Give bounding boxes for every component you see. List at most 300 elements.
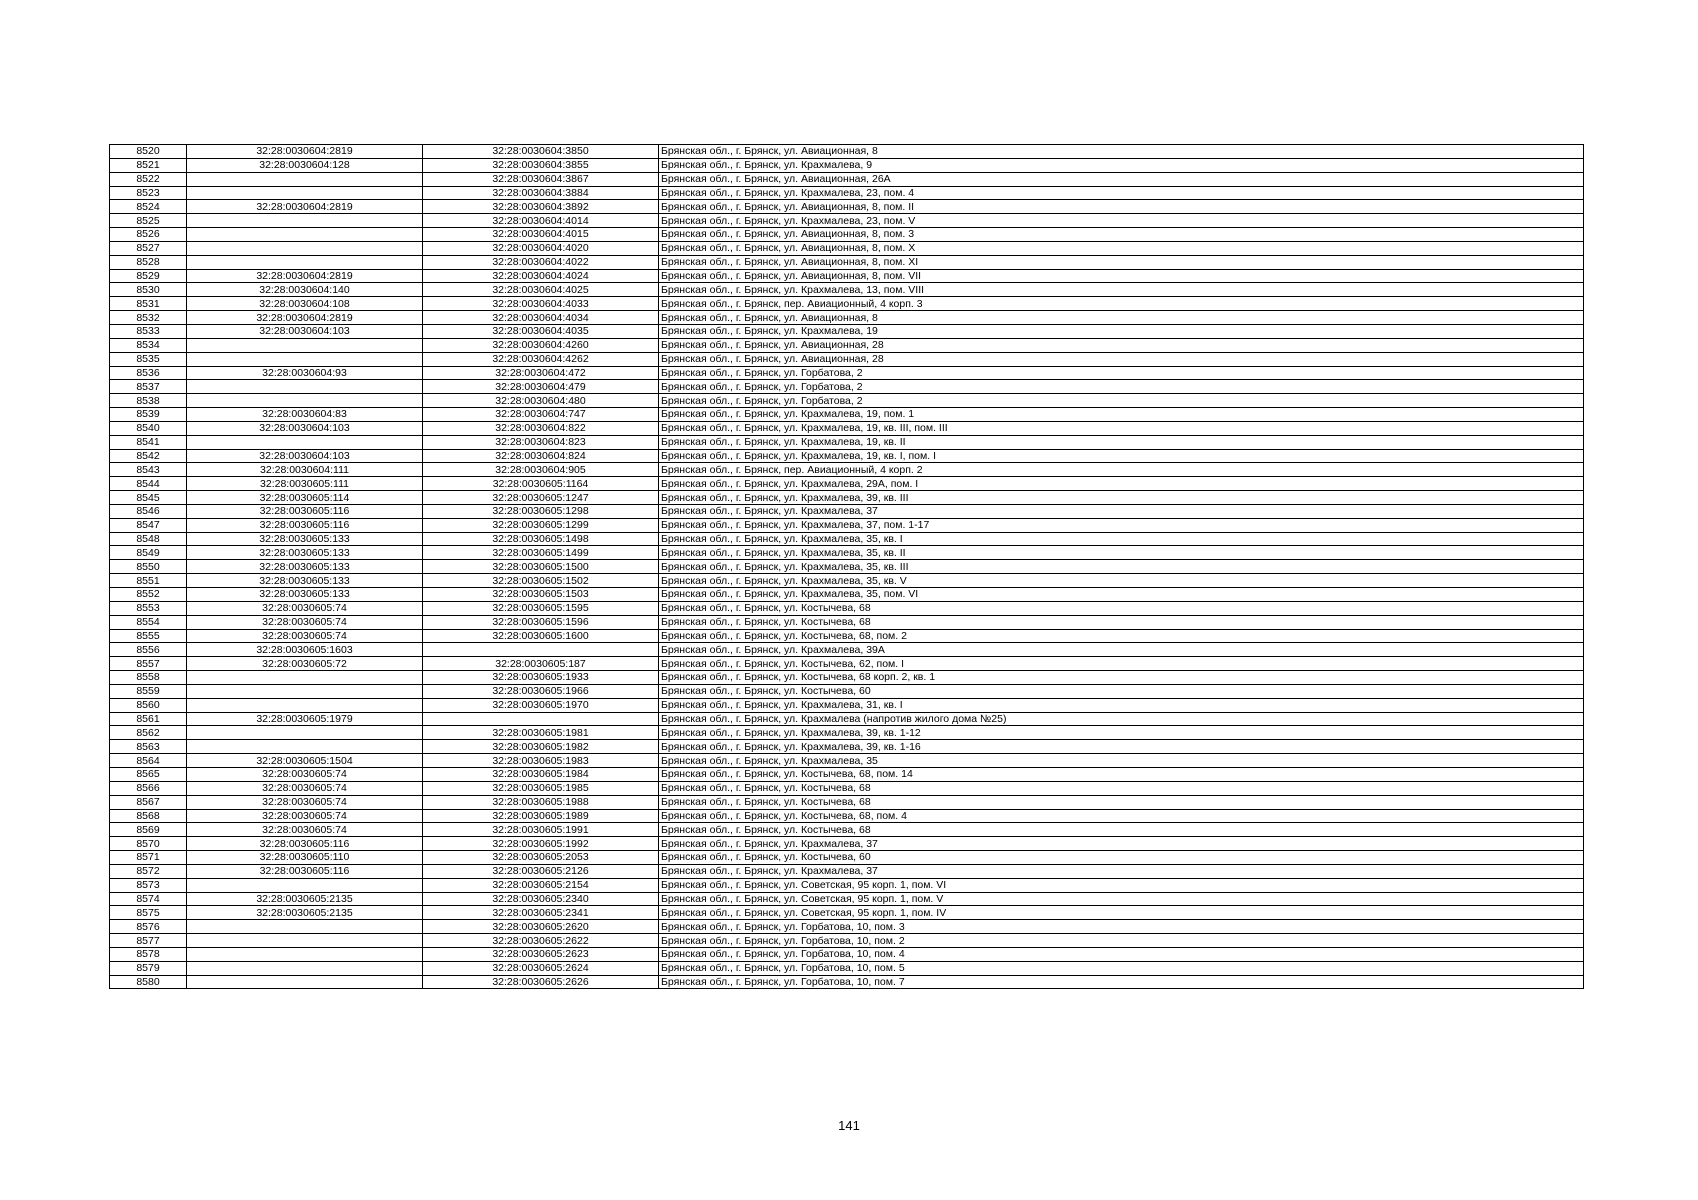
object-number-cell: 32:28:0030604:3855 <box>423 158 659 172</box>
address-cell: Брянская обл., г. Брянск, ул. Костычева, 68 <box>659 601 1584 615</box>
table-row <box>110 241 1584 255</box>
address-cell: Брянская обл., г. Брянск, ул. Крахмалева, 37 <box>659 504 1584 518</box>
address-cell: Брянская обл., г. Брянск, ул. Костычева, 68 корп. 2, кв. 1 <box>659 671 1584 685</box>
address-cell: Брянская обл., г. Брянск, ул. Авиационная, 8 <box>659 145 1584 159</box>
table-row <box>110 671 1584 685</box>
row-number-cell: 8563 <box>110 740 187 754</box>
parcel-number-cell: 32:28:0030604:2819 <box>187 269 423 283</box>
row-number-cell: 8576 <box>110 920 187 934</box>
object-number-cell: 32:28:0030605:1247 <box>423 491 659 505</box>
object-number-cell: 32:28:0030604:4033 <box>423 297 659 311</box>
object-number-cell: 32:28:0030605:1500 <box>423 560 659 574</box>
parcel-number-cell: 32:28:0030605:116 <box>187 864 423 878</box>
parcel-number-cell <box>187 698 423 712</box>
object-number-cell: 32:28:0030604:747 <box>423 408 659 422</box>
address-cell: Брянская обл., г. Брянск, ул. Крахмалева, 19, пом. 1 <box>659 408 1584 422</box>
parcel-number-cell <box>187 975 423 989</box>
object-number-cell: 32:28:0030605:1299 <box>423 518 659 532</box>
row-number-cell: 8547 <box>110 518 187 532</box>
row-number-cell: 8566 <box>110 781 187 795</box>
table-row <box>110 698 1584 712</box>
object-number-cell: 32:28:0030605:2620 <box>423 920 659 934</box>
address-cell: Брянская обл., г. Брянск, ул. Крахмалева, 37 <box>659 837 1584 851</box>
parcel-number-cell <box>187 947 423 961</box>
table-row <box>110 851 1584 865</box>
object-number-cell: 32:28:0030604:824 <box>423 449 659 463</box>
parcel-number-cell: 32:28:0030605:111 <box>187 477 423 491</box>
address-cell: Брянская обл., г. Брянск, ул. Костычева, 68 <box>659 795 1584 809</box>
parcel-number-cell: 32:28:0030605:116 <box>187 504 423 518</box>
table-row <box>110 726 1584 740</box>
table-row <box>110 837 1584 851</box>
address-cell: Брянская обл., г. Брянск, ул. Авиационная, 8, пом. II <box>659 200 1584 214</box>
parcel-number-cell: 32:28:0030604:2819 <box>187 145 423 159</box>
object-number-cell: 32:28:0030605:1596 <box>423 615 659 629</box>
address-cell: Брянская обл., г. Брянск, ул. Горбатова, 10, пом. 4 <box>659 947 1584 961</box>
table-row <box>110 435 1584 449</box>
table-row <box>110 255 1584 269</box>
object-number-cell: 32:28:0030605:1498 <box>423 532 659 546</box>
object-number-cell: 32:28:0030605:1981 <box>423 726 659 740</box>
row-number-cell: 8520 <box>110 145 187 159</box>
object-number-cell: 32:28:0030605:2622 <box>423 934 659 948</box>
object-number-cell: 32:28:0030605:1991 <box>423 823 659 837</box>
address-cell: Брянская обл., г. Брянск, ул. Крахмалева, 19 <box>659 324 1584 338</box>
table-row <box>110 477 1584 491</box>
object-number-cell: 32:28:0030605:1966 <box>423 684 659 698</box>
address-cell: Брянская обл., г. Брянск, пер. Авиационный, 4 корп. 3 <box>659 297 1584 311</box>
table-row <box>110 560 1584 574</box>
address-cell: Брянская обл., г. Брянск, ул. Костычева, 62, пом. I <box>659 657 1584 671</box>
object-number-cell: 32:28:0030605:1989 <box>423 809 659 823</box>
row-number-cell: 8551 <box>110 574 187 588</box>
address-cell: Брянская обл., г. Брянск, ул. Крахмалева, 37 <box>659 864 1584 878</box>
address-cell: Брянская обл., г. Брянск, ул. Костычева, 68 <box>659 781 1584 795</box>
parcel-number-cell: 32:28:0030605:133 <box>187 546 423 560</box>
table-row <box>110 754 1584 768</box>
parcel-number-cell: 32:28:0030604:103 <box>187 324 423 338</box>
row-number-cell: 8574 <box>110 892 187 906</box>
row-number-cell: 8565 <box>110 767 187 781</box>
row-number-cell: 8530 <box>110 283 187 297</box>
parcel-number-cell <box>187 380 423 394</box>
parcel-number-cell: 32:28:0030604:108 <box>187 297 423 311</box>
address-cell: Брянская обл., г. Брянск, ул. Крахмалева, 19, кв. I, пом. I <box>659 449 1584 463</box>
table-row <box>110 532 1584 546</box>
object-number-cell: 32:28:0030604:4260 <box>423 338 659 352</box>
address-cell: Брянская обл., г. Брянск, ул. Авиационная, 8, пом. 3 <box>659 228 1584 242</box>
address-cell: Брянская обл., г. Брянск, ул. Крахмалева, 35, кв. I <box>659 532 1584 546</box>
address-cell: Брянская обл., г. Брянск, ул. Горбатова, 2 <box>659 366 1584 380</box>
row-number-cell: 8532 <box>110 311 187 325</box>
row-number-cell: 8559 <box>110 684 187 698</box>
address-cell: Брянская обл., г. Брянск, ул. Горбатова, 2 <box>659 380 1584 394</box>
row-number-cell: 8528 <box>110 255 187 269</box>
table-row <box>110 629 1584 643</box>
address-cell: Брянская обл., г. Брянск, пер. Авиационный, 4 корп. 2 <box>659 463 1584 477</box>
address-cell: Брянская обл., г. Брянск, ул. Авиационная, 8, пом. X <box>659 241 1584 255</box>
table-row <box>110 906 1584 920</box>
table-row <box>110 145 1584 159</box>
parcel-number-cell <box>187 214 423 228</box>
parcel-number-cell: 32:28:0030604:2819 <box>187 311 423 325</box>
address-cell: Брянская обл., г. Брянск, ул. Крахмалева, 29А, пом. I <box>659 477 1584 491</box>
parcel-number-cell: 32:28:0030604:140 <box>187 283 423 297</box>
row-number-cell: 8556 <box>110 643 187 657</box>
row-number-cell: 8543 <box>110 463 187 477</box>
table-row <box>110 684 1584 698</box>
row-number-cell: 8535 <box>110 352 187 366</box>
table-row <box>110 615 1584 629</box>
row-number-cell: 8561 <box>110 712 187 726</box>
parcel-number-cell: 32:28:0030605:72 <box>187 657 423 671</box>
object-number-cell: 32:28:0030605:1985 <box>423 781 659 795</box>
object-number-cell: 32:28:0030604:3867 <box>423 172 659 186</box>
row-number-cell: 8540 <box>110 421 187 435</box>
row-number-cell: 8541 <box>110 435 187 449</box>
table-row <box>110 200 1584 214</box>
parcel-number-cell <box>187 255 423 269</box>
object-number-cell: 32:28:0030605:2126 <box>423 864 659 878</box>
table-row <box>110 352 1584 366</box>
table-row <box>110 712 1584 726</box>
parcel-number-cell: 32:28:0030605:110 <box>187 851 423 865</box>
table-row <box>110 920 1584 934</box>
row-number-cell: 8533 <box>110 324 187 338</box>
address-cell: Брянская обл., г. Брянск, ул. Костычева, 68, пом. 4 <box>659 809 1584 823</box>
row-number-cell: 8542 <box>110 449 187 463</box>
parcel-number-cell <box>187 241 423 255</box>
address-cell: Брянская обл., г. Брянск, ул. Крахмалева, 35 <box>659 754 1584 768</box>
parcel-number-cell <box>187 228 423 242</box>
row-number-cell: 8546 <box>110 504 187 518</box>
row-number-cell: 8536 <box>110 366 187 380</box>
row-number-cell: 8578 <box>110 947 187 961</box>
table-row <box>110 504 1584 518</box>
table-row <box>110 864 1584 878</box>
object-number-cell: 32:28:0030605:1499 <box>423 546 659 560</box>
row-number-cell: 8534 <box>110 338 187 352</box>
row-number-cell: 8537 <box>110 380 187 394</box>
object-number-cell: 32:28:0030605:2341 <box>423 906 659 920</box>
parcel-number-cell: 32:28:0030604:103 <box>187 421 423 435</box>
table-row <box>110 228 1584 242</box>
address-cell: Брянская обл., г. Брянск, ул. Костычева, 68, пом. 2 <box>659 629 1584 643</box>
address-cell: Брянская обл., г. Брянск, ул. Костычева, 68, пом. 14 <box>659 767 1584 781</box>
parcel-number-cell: 32:28:0030605:74 <box>187 601 423 615</box>
address-cell: Брянская обл., г. Брянск, ул. Крахмалева, 39, кв. 1-16 <box>659 740 1584 754</box>
table-row <box>110 781 1584 795</box>
address-cell: Брянская обл., г. Брянск, ул. Крахмалева, 35, кв. II <box>659 546 1584 560</box>
object-number-cell: 32:28:0030604:905 <box>423 463 659 477</box>
object-number-cell: 32:28:0030604:4020 <box>423 241 659 255</box>
table-row <box>110 269 1584 283</box>
address-cell: Брянская обл., г. Брянск, ул. Горбатова, 10, пом. 7 <box>659 975 1584 989</box>
address-cell: Брянская обл., г. Брянск, ул. Крахмалева, 19, кв. III, пом. III <box>659 421 1584 435</box>
address-cell: Брянская обл., г. Брянск, ул. Крахмалева, 39, кв. 1-12 <box>659 726 1584 740</box>
object-number-cell: 32:28:0030604:4035 <box>423 324 659 338</box>
parcel-number-cell: 32:28:0030604:128 <box>187 158 423 172</box>
address-cell: Брянская обл., г. Брянск, ул. Костычева, 68 <box>659 823 1584 837</box>
row-number-cell: 8573 <box>110 878 187 892</box>
parcel-number-cell: 32:28:0030604:2819 <box>187 200 423 214</box>
parcel-number-cell <box>187 352 423 366</box>
table-row <box>110 740 1584 754</box>
object-number-cell: 32:28:0030605:2154 <box>423 878 659 892</box>
address-cell: Брянская обл., г. Брянск, ул. Костычева, 60 <box>659 851 1584 865</box>
parcel-number-cell: 32:28:0030605:133 <box>187 532 423 546</box>
parcel-number-cell: 32:28:0030605:2135 <box>187 892 423 906</box>
row-number-cell: 8538 <box>110 394 187 408</box>
address-cell: Брянская обл., г. Брянск, ул. Советская, 95 корп. 1, пом. V <box>659 892 1584 906</box>
table-row <box>110 366 1584 380</box>
row-number-cell: 8570 <box>110 837 187 851</box>
address-cell: Брянская обл., г. Брянск, ул. Крахмалева, 23, пом. V <box>659 214 1584 228</box>
table-row <box>110 574 1584 588</box>
row-number-cell: 8579 <box>110 961 187 975</box>
row-number-cell: 8577 <box>110 934 187 948</box>
table-row <box>110 961 1584 975</box>
address-cell: Брянская обл., г. Брянск, ул. Авиационная, 8, пом. VII <box>659 269 1584 283</box>
table-row <box>110 311 1584 325</box>
table-row <box>110 947 1584 961</box>
table-row <box>110 975 1584 989</box>
row-number-cell: 8564 <box>110 754 187 768</box>
parcel-number-cell <box>187 684 423 698</box>
parcel-number-cell: 32:28:0030604:111 <box>187 463 423 477</box>
address-cell: Брянская обл., г. Брянск, ул. Авиационная, 26А <box>659 172 1584 186</box>
row-number-cell: 8548 <box>110 532 187 546</box>
registry-table-body <box>110 145 1584 989</box>
object-number-cell: 32:28:0030605:1933 <box>423 671 659 685</box>
parcel-number-cell: 32:28:0030605:2135 <box>187 906 423 920</box>
row-number-cell: 8557 <box>110 657 187 671</box>
object-number-cell: 32:28:0030605:2623 <box>423 947 659 961</box>
row-number-cell: 8550 <box>110 560 187 574</box>
parcel-number-cell: 32:28:0030605:1603 <box>187 643 423 657</box>
address-cell: Брянская обл., г. Брянск, ул. Крахмалева, 35, пом. VI <box>659 588 1584 602</box>
object-number-cell: 32:28:0030604:4015 <box>423 228 659 242</box>
object-number-cell: 32:28:0030604:472 <box>423 366 659 380</box>
object-number-cell <box>423 712 659 726</box>
object-number-cell: 32:28:0030604:3850 <box>423 145 659 159</box>
object-number-cell: 32:28:0030605:1982 <box>423 740 659 754</box>
table-row <box>110 297 1584 311</box>
parcel-number-cell <box>187 671 423 685</box>
row-number-cell: 8531 <box>110 297 187 311</box>
object-number-cell: 32:28:0030605:1600 <box>423 629 659 643</box>
address-cell: Брянская обл., г. Брянск, ул. Крахмалева, 39А <box>659 643 1584 657</box>
parcel-number-cell: 32:28:0030604:103 <box>187 449 423 463</box>
address-cell: Брянская обл., г. Брянск, ул. Крахмалева, 35, кв. V <box>659 574 1584 588</box>
parcel-number-cell: 32:28:0030605:74 <box>187 615 423 629</box>
parcel-number-cell <box>187 961 423 975</box>
table-row <box>110 421 1584 435</box>
object-number-cell: 32:28:0030604:822 <box>423 421 659 435</box>
table-row <box>110 767 1584 781</box>
address-cell: Брянская обл., г. Брянск, ул. Костычева, 60 <box>659 684 1584 698</box>
row-number-cell: 8526 <box>110 228 187 242</box>
table-row <box>110 491 1584 505</box>
row-number-cell: 8555 <box>110 629 187 643</box>
row-number-cell: 8553 <box>110 601 187 615</box>
parcel-number-cell: 32:28:0030605:74 <box>187 809 423 823</box>
parcel-number-cell <box>187 435 423 449</box>
table-row <box>110 878 1584 892</box>
table-row <box>110 588 1584 602</box>
table-row <box>110 643 1584 657</box>
object-number-cell: 32:28:0030604:4022 <box>423 255 659 269</box>
address-cell: Брянская обл., г. Брянск, ул. Горбатова, 10, пом. 3 <box>659 920 1584 934</box>
address-cell: Брянская обл., г. Брянск, ул. Авиационная, 8, пом. XI <box>659 255 1584 269</box>
object-number-cell: 32:28:0030605:1988 <box>423 795 659 809</box>
parcel-number-cell: 32:28:0030605:74 <box>187 781 423 795</box>
parcel-number-cell: 32:28:0030605:116 <box>187 837 423 851</box>
object-number-cell: 32:28:0030605:2053 <box>423 851 659 865</box>
address-cell: Брянская обл., г. Брянск, ул. Крахмалева (напротив жилого дома №25) <box>659 712 1584 726</box>
table-row <box>110 380 1584 394</box>
address-cell: Брянская обл., г. Брянск, ул. Крахмалева, 19, кв. II <box>659 435 1584 449</box>
row-number-cell: 8568 <box>110 809 187 823</box>
table-row <box>110 657 1584 671</box>
table-row <box>110 408 1584 422</box>
object-number-cell: 32:28:0030604:4262 <box>423 352 659 366</box>
table-row <box>110 518 1584 532</box>
row-number-cell: 8523 <box>110 186 187 200</box>
row-number-cell: 8539 <box>110 408 187 422</box>
address-cell: Брянская обл., г. Брянск, ул. Авиационная, 28 <box>659 338 1584 352</box>
table-row <box>110 795 1584 809</box>
object-number-cell: 32:28:0030605:1503 <box>423 588 659 602</box>
parcel-number-cell: 32:28:0030605:133 <box>187 588 423 602</box>
row-number-cell: 8571 <box>110 851 187 865</box>
row-number-cell: 8549 <box>110 546 187 560</box>
page-number: 141 <box>838 1118 860 1133</box>
object-number-cell: 32:28:0030605:1983 <box>423 754 659 768</box>
address-cell: Брянская обл., г. Брянск, ул. Крахмалева, 39, кв. III <box>659 491 1584 505</box>
row-number-cell: 8552 <box>110 588 187 602</box>
parcel-number-cell <box>187 934 423 948</box>
table-row <box>110 809 1584 823</box>
parcel-number-cell <box>187 920 423 934</box>
table-row <box>110 934 1584 948</box>
row-number-cell: 8575 <box>110 906 187 920</box>
row-number-cell: 8521 <box>110 158 187 172</box>
table-row <box>110 601 1584 615</box>
object-number-cell: 32:28:0030604:4034 <box>423 311 659 325</box>
table-row <box>110 324 1584 338</box>
object-number-cell: 32:28:0030605:2626 <box>423 975 659 989</box>
object-number-cell: 32:28:0030605:2624 <box>423 961 659 975</box>
table-row <box>110 186 1584 200</box>
parcel-number-cell: 32:28:0030605:133 <box>187 574 423 588</box>
row-number-cell: 8567 <box>110 795 187 809</box>
row-number-cell: 8572 <box>110 864 187 878</box>
object-number-cell: 32:28:0030604:4014 <box>423 214 659 228</box>
object-number-cell: 32:28:0030605:1992 <box>423 837 659 851</box>
object-number-cell: 32:28:0030605:1298 <box>423 504 659 518</box>
address-cell: Брянская обл., г. Брянск, ул. Костычева, 68 <box>659 615 1584 629</box>
row-number-cell: 8544 <box>110 477 187 491</box>
parcel-number-cell: 32:28:0030605:114 <box>187 491 423 505</box>
row-number-cell: 8562 <box>110 726 187 740</box>
table-row <box>110 546 1584 560</box>
parcel-number-cell <box>187 740 423 754</box>
parcel-number-cell: 32:28:0030604:93 <box>187 366 423 380</box>
row-number-cell: 8580 <box>110 975 187 989</box>
address-cell: Брянская обл., г. Брянск, ул. Крахмалева, 9 <box>659 158 1584 172</box>
table-row <box>110 892 1584 906</box>
address-cell: Брянская обл., г. Брянск, ул. Горбатова, 10, пом. 2 <box>659 934 1584 948</box>
row-number-cell: 8569 <box>110 823 187 837</box>
object-number-cell: 32:28:0030605:2340 <box>423 892 659 906</box>
parcel-number-cell: 32:28:0030605:74 <box>187 823 423 837</box>
table-row <box>110 283 1584 297</box>
object-number-cell <box>423 643 659 657</box>
row-number-cell: 8525 <box>110 214 187 228</box>
registry-table <box>109 144 1584 989</box>
row-number-cell: 8554 <box>110 615 187 629</box>
parcel-number-cell <box>187 878 423 892</box>
address-cell: Брянская обл., г. Брянск, ул. Советская, 95 корп. 1, пом. IV <box>659 906 1584 920</box>
table-row <box>110 394 1584 408</box>
object-number-cell: 32:28:0030605:1595 <box>423 601 659 615</box>
address-cell: Брянская обл., г. Брянск, ул. Горбатова, 2 <box>659 394 1584 408</box>
table-row <box>110 463 1584 477</box>
parcel-number-cell <box>187 186 423 200</box>
object-number-cell: 32:28:0030605:1502 <box>423 574 659 588</box>
address-cell: Брянская обл., г. Брянск, ул. Авиационная, 8 <box>659 311 1584 325</box>
address-cell: Брянская обл., г. Брянск, ул. Крахмалева, 13, пом. VIII <box>659 283 1584 297</box>
address-cell: Брянская обл., г. Брянск, ул. Крахмалева, 31, кв. I <box>659 698 1584 712</box>
address-cell: Брянская обл., г. Брянск, ул. Горбатова, 10, пом. 5 <box>659 961 1584 975</box>
row-number-cell: 8545 <box>110 491 187 505</box>
row-number-cell: 8560 <box>110 698 187 712</box>
row-number-cell: 8527 <box>110 241 187 255</box>
parcel-number-cell: 32:28:0030605:1504 <box>187 754 423 768</box>
object-number-cell: 32:28:0030605:1984 <box>423 767 659 781</box>
parcel-number-cell: 32:28:0030605:74 <box>187 767 423 781</box>
address-cell: Брянская обл., г. Брянск, ул. Крахмалева, 37, пом. 1-17 <box>659 518 1584 532</box>
object-number-cell: 32:28:0030605:1164 <box>423 477 659 491</box>
address-cell: Брянская обл., г. Брянск, ул. Авиационная, 28 <box>659 352 1584 366</box>
address-cell: Брянская обл., г. Брянск, ул. Крахмалева, 23, пом. 4 <box>659 186 1584 200</box>
table-row <box>110 172 1584 186</box>
object-number-cell: 32:28:0030605:187 <box>423 657 659 671</box>
object-number-cell: 32:28:0030604:4025 <box>423 283 659 297</box>
parcel-number-cell: 32:28:0030605:74 <box>187 629 423 643</box>
table-row <box>110 823 1584 837</box>
parcel-number-cell: 32:28:0030605:116 <box>187 518 423 532</box>
row-number-cell: 8524 <box>110 200 187 214</box>
parcel-number-cell <box>187 726 423 740</box>
parcel-number-cell: 32:28:0030605:74 <box>187 795 423 809</box>
parcel-number-cell <box>187 338 423 352</box>
table-row <box>110 338 1584 352</box>
address-cell: Брянская обл., г. Брянск, ул. Советская, 95 корп. 1, пом. VI <box>659 878 1584 892</box>
object-number-cell: 32:28:0030604:823 <box>423 435 659 449</box>
object-number-cell: 32:28:0030604:4024 <box>423 269 659 283</box>
object-number-cell: 32:28:0030605:1970 <box>423 698 659 712</box>
parcel-number-cell: 32:28:0030604:83 <box>187 408 423 422</box>
row-number-cell: 8522 <box>110 172 187 186</box>
row-number-cell: 8529 <box>110 269 187 283</box>
parcel-number-cell <box>187 172 423 186</box>
object-number-cell: 32:28:0030604:480 <box>423 394 659 408</box>
table-row <box>110 449 1584 463</box>
address-cell: Брянская обл., г. Брянск, ул. Крахмалева, 35, кв. III <box>659 560 1584 574</box>
object-number-cell: 32:28:0030604:3884 <box>423 186 659 200</box>
